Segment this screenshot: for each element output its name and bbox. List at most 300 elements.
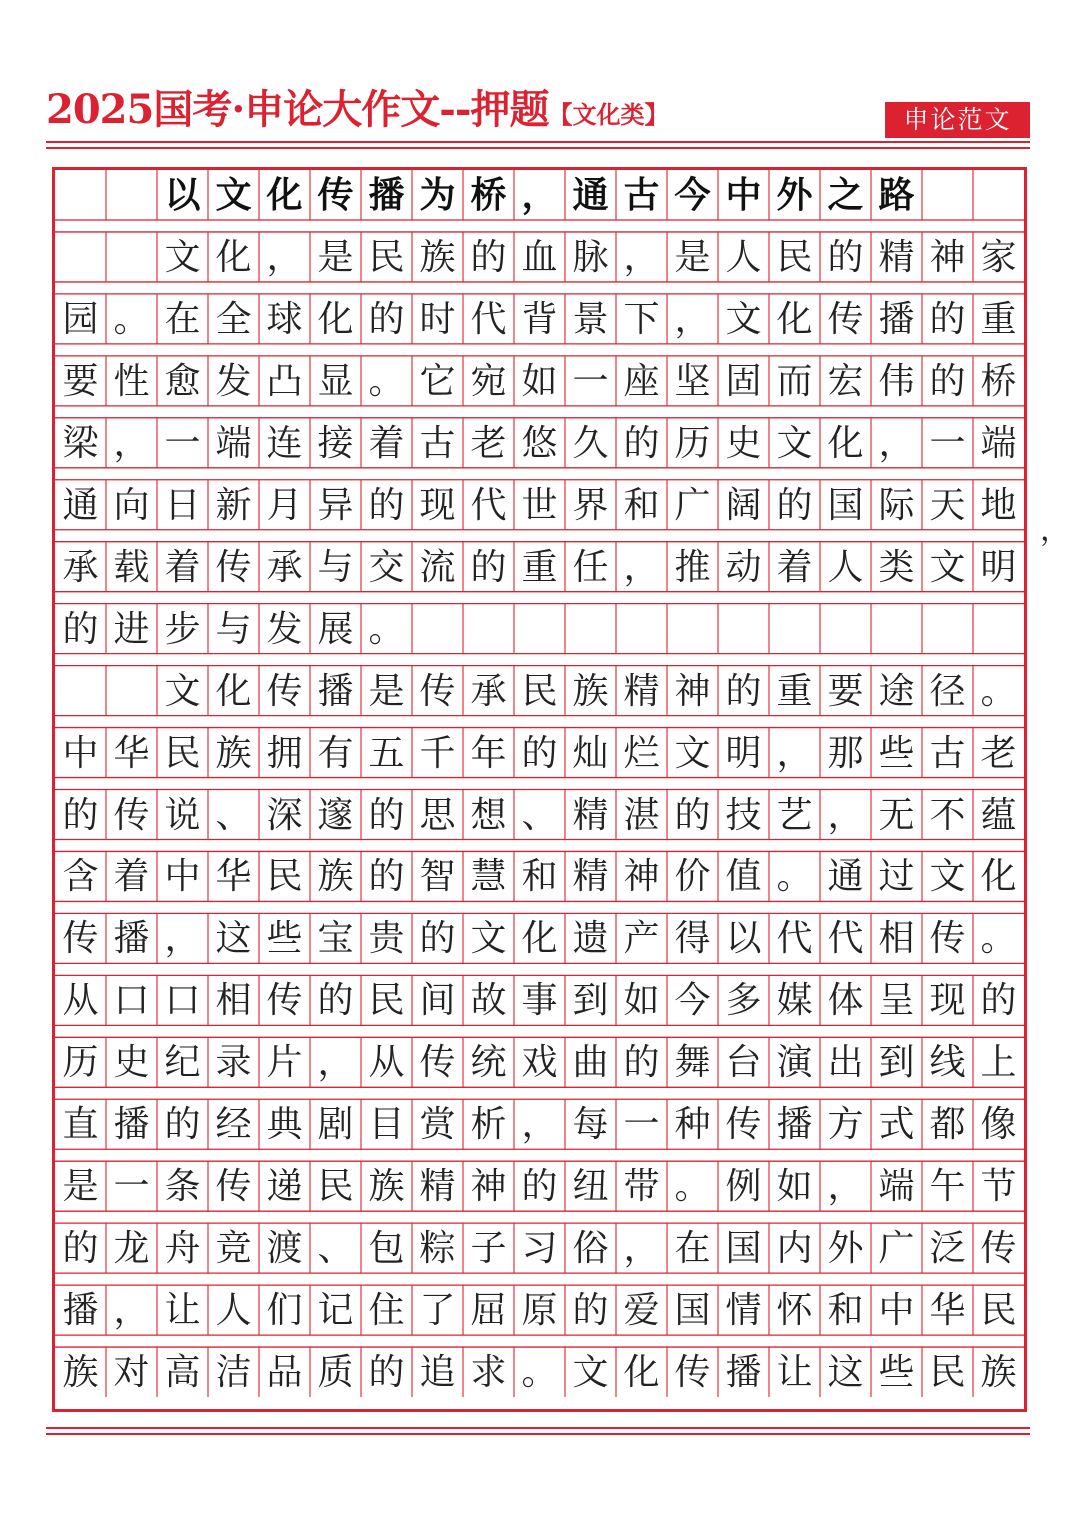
essay-title-char: 通 [572, 174, 609, 216]
essay-char: 呈 [878, 980, 915, 1022]
page-title-main: 2025国考·申论大作文--押题 [46, 86, 549, 133]
essay-char: 精 [878, 236, 915, 278]
essay-char: 湛 [623, 794, 660, 836]
essay-char: 承 [62, 546, 99, 588]
essay-char: 文 [164, 236, 201, 278]
essay-char: 文 [725, 298, 762, 340]
essay-char: 一 [623, 1104, 660, 1146]
essay-char: 剧 [317, 1104, 354, 1146]
essay-char: 从 [62, 980, 99, 1022]
essay-char: 每 [572, 1104, 609, 1146]
essay-char: 龙 [113, 1228, 150, 1270]
essay-char: 神 [929, 236, 966, 278]
essay-char: 代 [470, 484, 507, 526]
essay-char: 民 [317, 1166, 354, 1208]
essay-char: ， [827, 1166, 864, 1208]
essay-char: 片 [266, 1042, 303, 1084]
essay-char: 都 [929, 1104, 966, 1146]
essay-char: 推 [674, 546, 711, 588]
essay-char: 的 [776, 484, 813, 526]
essay-char: 传 [62, 918, 99, 960]
essay-char: ， [164, 918, 201, 960]
essay-char: 的 [368, 1352, 405, 1394]
essay-char: 在 [164, 298, 201, 340]
essay-char: 是 [368, 670, 405, 712]
essay-char: 慧 [470, 856, 507, 898]
essay-char: 的 [317, 980, 354, 1022]
essay-char: 人 [827, 546, 864, 588]
essay-title-char: 今 [674, 174, 711, 216]
essay-char: 值 [725, 856, 762, 898]
essay-char: 血 [521, 236, 558, 278]
essay-char: 竞 [215, 1228, 252, 1270]
essay-char: ， [623, 546, 660, 588]
essay-char: 出 [827, 1042, 864, 1084]
essay-char: 一 [164, 422, 201, 464]
essay-char: 的 [368, 794, 405, 836]
essay-char: 播 [725, 1352, 762, 1394]
essay-char: 中 [62, 732, 99, 774]
essay-char: 方 [827, 1104, 864, 1146]
essay-char: 承 [266, 546, 303, 588]
essay-char: 技 [725, 794, 762, 836]
essay-char: 。 [674, 1166, 711, 1208]
essay-char: 想 [470, 794, 507, 836]
essay-char: 媒 [776, 980, 813, 1022]
essay-char: 爱 [623, 1290, 660, 1332]
essay-char: 代 [827, 918, 864, 960]
essay-title-char: 路 [878, 174, 915, 216]
essay-char: 泛 [929, 1228, 966, 1270]
essay-char: 传 [266, 980, 303, 1022]
essay-char: 它 [419, 360, 456, 402]
essay-char: 久 [572, 422, 609, 464]
essay-char: 年 [470, 732, 507, 774]
essay-char: 舟 [164, 1228, 201, 1270]
essay-char: 代 [776, 918, 813, 960]
essay-char: 文 [572, 1352, 609, 1394]
essay-char: 中 [164, 856, 201, 898]
essay-char: 传 [419, 670, 456, 712]
essay-char: 族 [572, 670, 609, 712]
essay-char: 文 [929, 856, 966, 898]
essay-char: 异 [317, 484, 354, 526]
essay-char: 得 [674, 918, 711, 960]
essay-char: 对 [113, 1352, 150, 1394]
essay-char: 邃 [317, 794, 354, 836]
essay-char: 一 [572, 360, 609, 402]
essay-char: 通 [827, 856, 864, 898]
essay-char: 传 [215, 1166, 252, 1208]
essay-char: 任 [572, 546, 609, 588]
essay-char: 。 [980, 670, 1017, 712]
essay-title-char: 化 [266, 174, 303, 216]
essay-char: 广 [674, 484, 711, 526]
essay-char: 民 [266, 856, 303, 898]
essay-char: ， [776, 732, 813, 774]
essay-char: 传 [113, 794, 150, 836]
essay-char: 到 [572, 980, 609, 1022]
header-rule-top [46, 141, 1030, 143]
essay-char: 的 [623, 1042, 660, 1084]
essay-char: 口 [164, 980, 201, 1022]
essay-char: 的 [521, 1166, 558, 1208]
essay-char: 戏 [521, 1042, 558, 1084]
essay-char: 传 [929, 918, 966, 960]
essay-char: 要 [827, 670, 864, 712]
essay-char: 千 [419, 732, 456, 774]
essay-char: 目 [368, 1104, 405, 1146]
essay-char: 史 [113, 1042, 150, 1084]
essay-char: 连 [266, 422, 303, 464]
essay-char: 传 [674, 1352, 711, 1394]
essay-char: 种 [674, 1104, 711, 1146]
essay-char: ， [521, 1104, 558, 1146]
essay-char: 。 [368, 360, 405, 402]
essay-char: 着 [368, 422, 405, 464]
essay-char: 的 [674, 794, 711, 836]
essay-char: 精 [419, 1166, 456, 1208]
category-tag: 【文化类】 [548, 100, 669, 129]
essay-char: 性 [113, 360, 150, 402]
essay-char: 径 [929, 670, 966, 712]
essay-char: 族 [62, 1352, 99, 1394]
essay-char: 的 [572, 1290, 609, 1332]
essay-char: 住 [368, 1290, 405, 1332]
essay-char: 民 [929, 1352, 966, 1394]
essay-char: 是 [317, 236, 354, 278]
essay-char: 在 [674, 1228, 711, 1270]
essay-title-char: 桥 [470, 174, 507, 216]
essay-char: 到 [878, 1042, 915, 1084]
essay-char: 传 [980, 1228, 1017, 1270]
essay-char: 原 [521, 1290, 558, 1332]
essay-char: 产 [623, 918, 660, 960]
essay-char: 桥 [980, 360, 1017, 402]
essay-char: 座 [623, 360, 660, 402]
essay-char: 神 [623, 856, 660, 898]
essay-char: 五 [368, 732, 405, 774]
essay-char: 台 [725, 1042, 762, 1084]
essay-char: 接 [317, 422, 354, 464]
essay-char: 是 [674, 236, 711, 278]
essay-char: 传 [419, 1042, 456, 1084]
page-title [46, 84, 668, 141]
essay-char: 传 [266, 670, 303, 712]
essay-char: 纽 [572, 1166, 609, 1208]
essay-char: ， [113, 1290, 150, 1332]
essay-char: 事 [521, 980, 558, 1022]
essay-char: 的 [725, 670, 762, 712]
essay-char: 直 [62, 1104, 99, 1146]
essay-char: 现 [419, 484, 456, 526]
essay-char: 典 [266, 1104, 303, 1146]
essay-char: 。 [980, 918, 1017, 960]
essay-char: 无 [878, 794, 915, 836]
essay-char: 文 [776, 422, 813, 464]
essay-char: 类 [878, 546, 915, 588]
essay-char: 如 [623, 980, 660, 1022]
essay-char: 粽 [419, 1228, 456, 1270]
essay-char: 展 [317, 608, 354, 650]
essay-char: 些 [266, 918, 303, 960]
essay-char: 坚 [674, 360, 711, 402]
essay-title-char: 中 [725, 174, 762, 216]
essay-char: 文 [164, 670, 201, 712]
essay-char: 蕴 [980, 794, 1017, 836]
essay-title-char: 之 [827, 174, 864, 216]
essay-title-char: 古 [623, 174, 660, 216]
essay-char: 录 [215, 1042, 252, 1084]
essay-char: 宛 [470, 360, 507, 402]
essay-char: 的 [62, 1228, 99, 1270]
essay-char: 国 [827, 484, 864, 526]
essay-char: 的 [980, 980, 1017, 1022]
essay-char: 际 [878, 484, 915, 526]
essay-char: 着 [776, 546, 813, 588]
essay-char: 族 [317, 856, 354, 898]
essay-title-char: 以 [164, 174, 201, 216]
footer-rule-bottom [46, 1433, 1030, 1435]
essay-char: 灿 [572, 732, 609, 774]
essay-char: 界 [572, 484, 609, 526]
essay-char: 民 [980, 1290, 1017, 1332]
essay-text-cells [55, 170, 1024, 1409]
essay-char: 子 [470, 1228, 507, 1270]
essay-char: 愈 [164, 360, 201, 402]
essay-char: 显 [317, 360, 354, 402]
essay-char: 固 [725, 360, 762, 402]
essay-char: 精 [572, 794, 609, 836]
essay-char: 说 [164, 794, 201, 836]
essay-char: 古 [929, 732, 966, 774]
essay-char: 线 [929, 1042, 966, 1084]
essay-char: 球 [266, 298, 303, 340]
essay-char: 递 [266, 1166, 303, 1208]
essay-char: 艺 [776, 794, 813, 836]
essay-char: 途 [878, 670, 915, 712]
essay-char: 渡 [266, 1228, 303, 1270]
essay-char: 不 [929, 794, 966, 836]
essay-char: 史 [725, 422, 762, 464]
essay-char: 高 [164, 1352, 201, 1394]
essay-char: 神 [470, 1166, 507, 1208]
essay-char: 今 [674, 980, 711, 1022]
essay-char: 智 [419, 856, 456, 898]
essay-char: 文 [929, 546, 966, 588]
essay-char: 上 [980, 1042, 1017, 1084]
essay-char: 播 [113, 1104, 150, 1146]
essay-char: 播 [113, 918, 150, 960]
essay-char: 播 [62, 1290, 99, 1332]
essay-char: 交 [368, 546, 405, 588]
essay-char: 的 [164, 1104, 201, 1146]
essay-char: 追 [419, 1352, 456, 1394]
essay-char: 的 [62, 608, 99, 650]
essay-char: 记 [317, 1290, 354, 1332]
essay-char: 文 [674, 732, 711, 774]
essay-badge: 申论范文 [885, 102, 1030, 138]
essay-title-char: 播 [368, 174, 405, 216]
essay-char: 发 [215, 360, 252, 402]
essay-char: 赏 [419, 1104, 456, 1146]
essay-char: 化 [215, 670, 252, 712]
essay-char: 化 [521, 918, 558, 960]
essay-char: 拥 [266, 732, 303, 774]
essay-char: 老 [980, 732, 1017, 774]
essay-char: 背 [521, 298, 558, 340]
essay-char: 和 [623, 484, 660, 526]
essay-char: 要 [62, 360, 99, 402]
essay-char: 承 [470, 670, 507, 712]
essay-char: 间 [419, 980, 456, 1022]
essay-char: 以 [725, 918, 762, 960]
essay-char: 过 [878, 856, 915, 898]
essay-char: 时 [419, 298, 456, 340]
essay-char: 族 [419, 236, 456, 278]
essay-char: 族 [215, 732, 252, 774]
essay-char: 族 [368, 1166, 405, 1208]
essay-char: 园 [62, 298, 99, 340]
header-rule-bottom [46, 147, 1030, 149]
essay-char: 化 [317, 298, 354, 340]
essay-title-char: 传 [317, 174, 354, 216]
essay-char: ， [827, 794, 864, 836]
essay-char: 动 [725, 546, 762, 588]
essay-char: ， [317, 1042, 354, 1084]
essay-char: ， [674, 298, 711, 340]
essay-char: 化 [827, 422, 864, 464]
essay-char: 流 [419, 546, 456, 588]
essay-char: 端 [878, 1166, 915, 1208]
essay-char: 内 [776, 1228, 813, 1270]
essay-char: 析 [470, 1104, 507, 1146]
essay-char: 的 [929, 360, 966, 402]
essay-char: 的 [929, 298, 966, 340]
essay-char: 化 [980, 856, 1017, 898]
essay-char: 人 [725, 236, 762, 278]
essay-char: 外 [827, 1228, 864, 1270]
essay-char: 遗 [572, 918, 609, 960]
essay-char: 而 [776, 360, 813, 402]
essay-char: 从 [368, 1042, 405, 1084]
essay-char: 明 [725, 732, 762, 774]
essay-char: 有 [317, 732, 354, 774]
essay-char: 全 [215, 298, 252, 340]
essay-char: 口 [113, 980, 150, 1022]
essay-char: 相 [878, 918, 915, 960]
essay-char: 族 [980, 1352, 1017, 1394]
essay-char: 习 [521, 1228, 558, 1270]
essay-char: 贵 [368, 918, 405, 960]
essay-char: 们 [266, 1290, 303, 1332]
essay-char: 演 [776, 1042, 813, 1084]
essay-char: 下 [623, 298, 660, 340]
essay-char: 凸 [266, 360, 303, 402]
essay-char: 着 [113, 856, 150, 898]
essay-char: 的 [470, 546, 507, 588]
essay-char: 重 [980, 298, 1017, 340]
essay-char: 脉 [572, 236, 609, 278]
essay-char: 宝 [317, 918, 354, 960]
essay-char: 人 [215, 1290, 252, 1332]
essay-title-char: ， [521, 174, 558, 216]
essay-char: 端 [980, 422, 1017, 464]
essay-char: 的 [470, 236, 507, 278]
essay-char: 宏 [827, 360, 864, 402]
essay-char: 统 [470, 1042, 507, 1084]
essay-char: 那 [827, 732, 864, 774]
essay-char: 景 [572, 298, 609, 340]
essay-char: 带 [623, 1166, 660, 1208]
essay-char: 让 [164, 1290, 201, 1332]
essay-char: 的 [521, 732, 558, 774]
essay-char: 播 [878, 298, 915, 340]
essay-char: 着 [164, 546, 201, 588]
essay-char: 体 [827, 980, 864, 1022]
essay-char: ， [623, 236, 660, 278]
essay-char: 质 [317, 1352, 354, 1394]
essay-char: 的 [368, 856, 405, 898]
essay-char: 像 [980, 1104, 1017, 1146]
essay-char: 华 [113, 732, 150, 774]
essay-char: 。 [521, 1352, 558, 1394]
essay-char: 播 [776, 1104, 813, 1146]
essay-char: 、 [215, 794, 252, 836]
essay-char: 梁 [62, 422, 99, 464]
essay-char: 价 [674, 856, 711, 898]
essay-char: 古 [419, 422, 456, 464]
essay-grid-paper [52, 167, 1027, 1412]
essay-char: 纪 [164, 1042, 201, 1084]
essay-char: 通 [62, 484, 99, 526]
essay-char: 。 [368, 608, 405, 650]
essay-char: 世 [521, 484, 558, 526]
essay-char: 。 [113, 298, 150, 340]
essay-char: 、 [521, 794, 558, 836]
essay-char: 的 [62, 794, 99, 836]
essay-char: 重 [776, 670, 813, 712]
essay-char: 中 [878, 1290, 915, 1332]
essay-char: 一 [113, 1166, 150, 1208]
essay-title-char: 文 [215, 174, 252, 216]
essay-char: 民 [368, 236, 405, 278]
essay-char: 午 [929, 1166, 966, 1208]
essay-char: 让 [776, 1352, 813, 1394]
essay-char: 多 [725, 980, 762, 1022]
essay-char: 民 [776, 236, 813, 278]
essay-char: 发 [266, 608, 303, 650]
essay-char: 日 [164, 484, 201, 526]
essay-char: 载 [113, 546, 150, 588]
essay-char: 俗 [572, 1228, 609, 1270]
essay-char: 地 [980, 484, 1017, 526]
essay-char: 节 [980, 1166, 1017, 1208]
essay-char: 与 [317, 546, 354, 588]
essay-char: 化 [215, 236, 252, 278]
essay-char: 舞 [674, 1042, 711, 1084]
essay-char: 代 [470, 298, 507, 340]
essay-char: 化 [776, 298, 813, 340]
essay-title-char: 为 [419, 174, 456, 216]
essay-char: ， [623, 1228, 660, 1270]
essay-char: 的 [368, 484, 405, 526]
essay-char: 曲 [572, 1042, 609, 1084]
footer-rule-top [46, 1427, 1030, 1429]
essay-char: 历 [674, 422, 711, 464]
essay-char: 如 [521, 360, 558, 402]
essay-title-char: 外 [776, 174, 813, 216]
